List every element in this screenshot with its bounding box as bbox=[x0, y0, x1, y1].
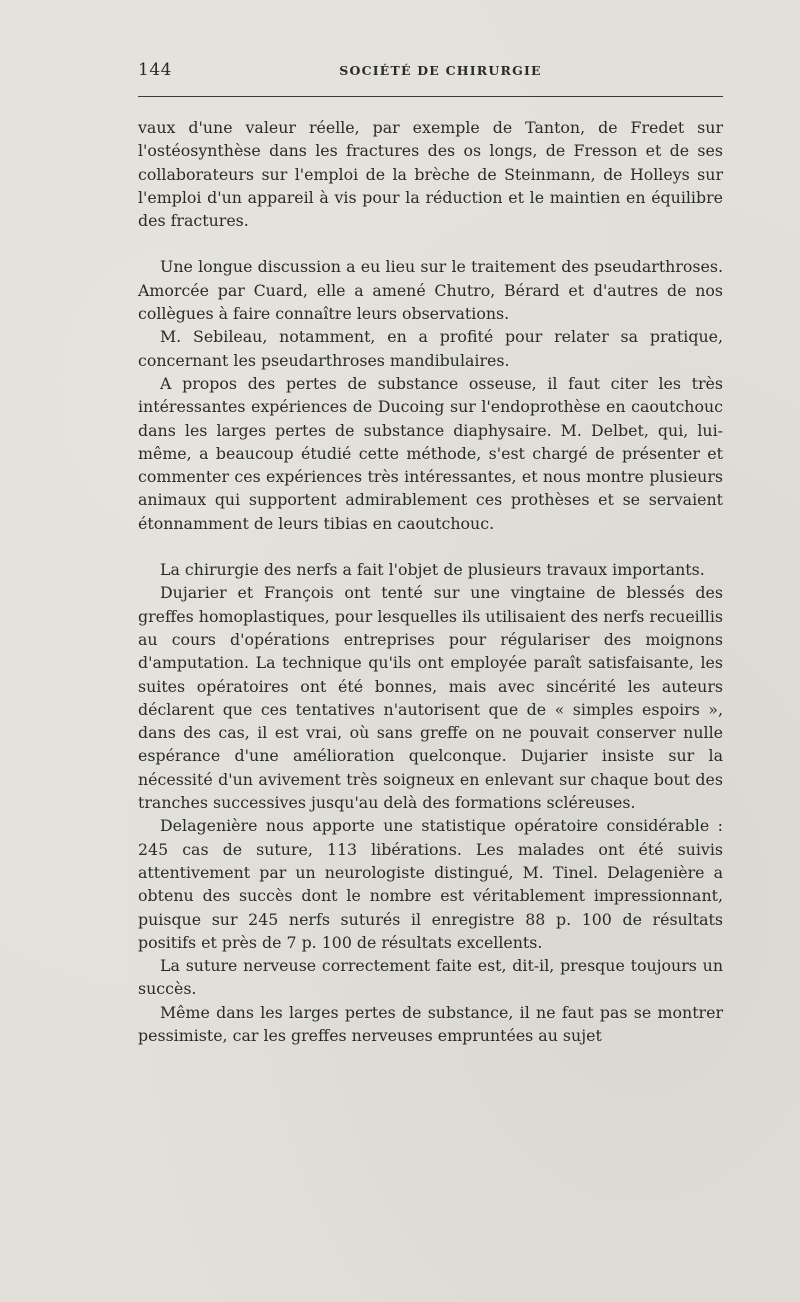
paragraph: La suture nerveuse correctement faite est, dit-il, presque toujours un succès. bbox=[138, 956, 723, 999]
page-header bbox=[138, 60, 723, 84]
paragraph: Dujarier et François ont tenté sur une vingtaine de blessés des greffes homoplastiques, pour lesquelles ils utilisaient des nerfs recueillis au cours d'opérations entreprises pour régulariser des moignons d'amputation. La technique qu'ils ont employée paraît satisfaisante, les suites opératoires ont été bonnes, mais avec sincérité les auteurs déclarent que ces tentatives n'autorisent que de « simples espoirs », dans des cas, il est vrai, où sans greffe on ne pouvait conserver nulle espérance d'une amélioration quelconque. Dujarier insiste sur la nécessité d'un avivement très soigneux en enlevant sur chaque bout des tranches successives jusqu'au delà des formations scléreuses. bbox=[138, 583, 723, 813]
paragraph: A propos des pertes de substance osseuse, il faut citer les très intéressantes expériences de Ducoing sur l'endoprothèse en caoutchouc dans les larges pertes de substance diaphysaire. M. Delbet, qui, lui-même, a beaucoup étudié cette méthode, s'est chargé de présenter et commenter ces expériences très intéressantes, et nous montre plusieurs animaux qui supportent admirablement ces prothèses et se servaient étonnamment de leurs tibias en caoutchouc. bbox=[138, 373, 723, 533]
body-text bbox=[138, 116, 723, 1047]
paragraph-continuation: vaux d'une valeur réelle, par exemple de Tanton, de Fredet sur l'ostéosynthèse dans les fractures des os longs, de Fresson et de ses collaborateurs sur l'emploi de la brèche de Steinmann, de Holleys sur l'emploi d'un appareil à vis pour la réduction et le maintien en équilibre des fractures. bbox=[138, 118, 723, 231]
paragraph: M. Sebileau, notamment, en a profité pour relater sa pratique, concernant les pseudarthroses mandibulaires. bbox=[138, 327, 723, 370]
paragraph: Même dans les larges pertes de substance, il ne faut pas se montrer pessimiste, car les greffes nerveuses empruntées au sujet bbox=[138, 1002, 723, 1045]
running-head: SOCIÉTÉ DE CHIRURGIE bbox=[339, 63, 542, 78]
section-gap bbox=[138, 535, 723, 558]
page-number: 144 bbox=[138, 60, 172, 80]
paragraph: La chirurgie des nerfs a fait l'objet de plusieurs travaux importants. bbox=[160, 560, 705, 580]
paragraph: Une longue discussion a eu lieu sur le traitement des pseudarthroses. Amorcée par Cuard, elle a amené Chutro, Bérard et d'autres de nos collègues à faire connaître leurs observations. bbox=[138, 257, 723, 324]
header-rule bbox=[138, 96, 723, 97]
paragraph: Delagenière nous apporte une statistique opératoire considérable : 245 cas de suture, 113 libérations. Les malades ont été suivis attentivement par un neurologiste distingué, M. Tinel. Delagenière a obtenu des succès dont le nombre est véritablement impressionnant, puisque sur 245 nerfs suturés il enregistre 88 p. 100 de résultats positifs et près de 7 p. 100 de résultats excellents. bbox=[138, 816, 723, 952]
section-gap bbox=[138, 232, 723, 255]
